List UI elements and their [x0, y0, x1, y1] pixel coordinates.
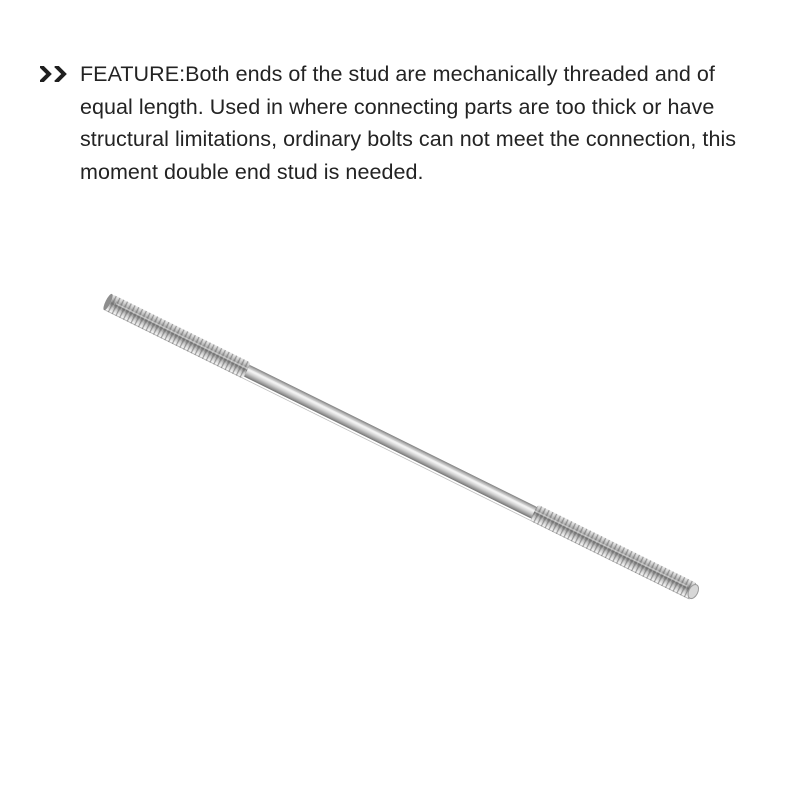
feature-description: FEATURE:Both ends of the stud are mechanically threaded and of equal length. Used in where connecting parts are too thick or have structural limitations, ordinary bolts can not meet the connection, this moment double end stud is needed.: [80, 62, 737, 184]
left-thread: [104, 294, 251, 379]
right-thread: [530, 505, 698, 600]
stud-shaft: [240, 363, 542, 521]
